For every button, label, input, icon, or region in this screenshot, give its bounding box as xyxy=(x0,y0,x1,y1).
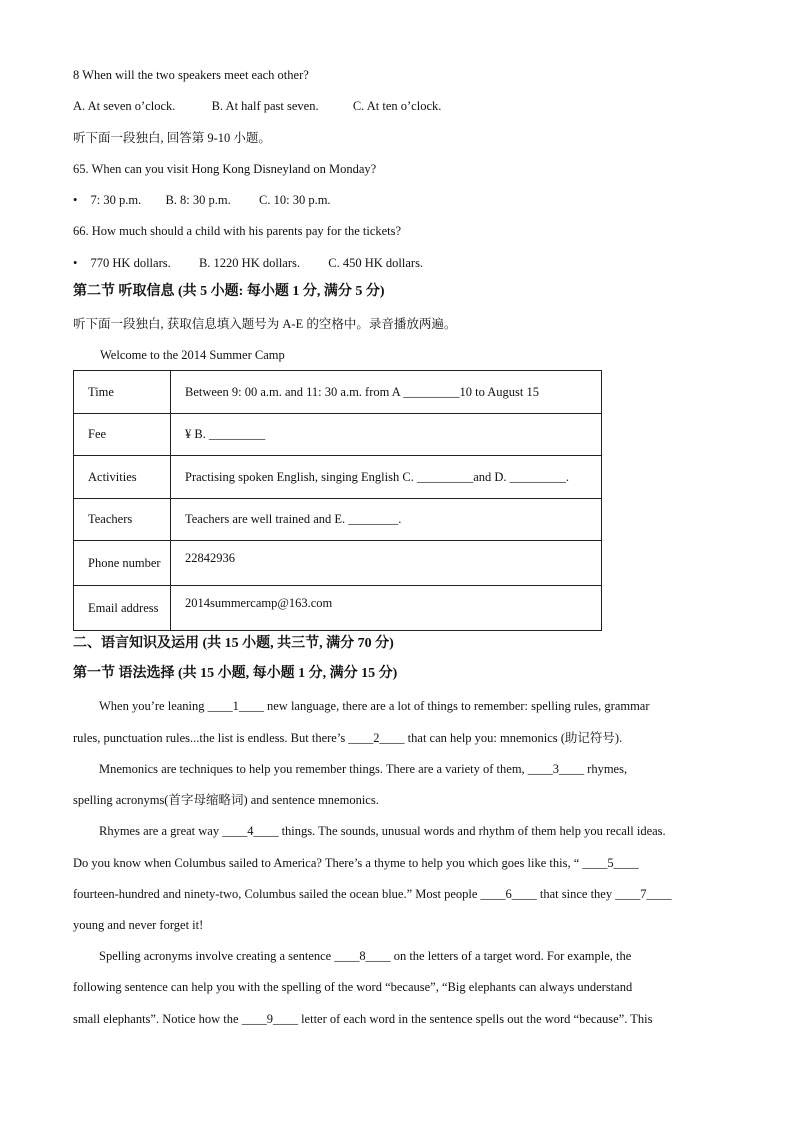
q8-question: 8 When will the two speakers meet each other? xyxy=(73,68,309,82)
q8-option-a: A. At seven o’clock. xyxy=(73,99,176,113)
part2-heading: 二、语言知识及运用 (共 15 小题, 共三节, 满分 70 分) xyxy=(73,636,394,651)
fee-label: Fee xyxy=(74,414,171,456)
activities-label: Activities xyxy=(74,456,171,499)
passage-line: Mnemonics are techniques to help you remember things. There are a variety of them, ____3____ rhymes, xyxy=(99,762,628,776)
table-row xyxy=(74,541,602,586)
passage-line: rules, punctuation rules...the list is endless. But there’s ____2____ that can help you: mnemonics (助记符号). xyxy=(73,731,623,745)
passage-line: following sentence can help you with the spelling of the word “because”, “Big elephants can always understand xyxy=(73,980,633,994)
section2-heading: 第二节 听取信息 (共 5 小题: 每小题 1 分, 满分 5 分) xyxy=(73,284,385,299)
q66-question: 66. How much should a child with his parents pay for the tickets? xyxy=(73,224,402,238)
table-row xyxy=(74,414,602,456)
fee-value: ¥ B. _________ xyxy=(171,414,602,456)
teachers-value: Teachers are well trained and E. ________. xyxy=(171,499,602,541)
passage-line: Rhymes are a great way ____4____ things. The sounds, unusual words and rhythm of them help you recall ideas. xyxy=(99,824,666,838)
q65-option-c: C. 10: 30 p.m. xyxy=(259,193,331,207)
bullet-icon: • xyxy=(73,193,78,207)
table-row xyxy=(74,371,602,414)
table-row xyxy=(74,456,602,499)
q8-option-c: C. At ten o’clock. xyxy=(352,99,442,113)
passage-line: When you’re leaning ____1____ new language, there are a lot of things to remember: spelling rules, grammar xyxy=(99,699,650,713)
q65-options xyxy=(73,192,331,208)
email-label: Email address xyxy=(74,586,171,631)
instruction-9-10: 听下面一段独白, 回答第 9-10 小题。 xyxy=(73,131,271,145)
q66-option-c: C. 450 HK dollars. xyxy=(328,256,424,270)
time-label: Time xyxy=(74,371,171,414)
passage-line: fourteen-hundred and ninety-two, Columbus sailed the ocean blue.” Most people ____6____ that since they ____7____ xyxy=(73,887,672,901)
passage-line: Spelling acronyms involve creating a sentence ____8____ on the letters of a target word. For example, the xyxy=(99,949,632,963)
summer-camp-table xyxy=(73,370,602,631)
time-value: Between 9: 00 a.m. and 11: 30 a.m. from A _________10 to August 15 xyxy=(171,371,602,414)
passage-line: Do you know when Columbus sailed to America? There’s a thyme to help you which goes like this, “ ____5____ xyxy=(73,856,639,870)
table-row xyxy=(74,586,602,631)
q66-option-a: 770 HK dollars. xyxy=(90,256,171,270)
teachers-label: Teachers xyxy=(74,499,171,541)
phone-label: Phone number xyxy=(74,541,171,586)
q65-option-b: B. 8: 30 p.m. xyxy=(165,193,231,207)
table-title: Welcome to the 2014 Summer Camp xyxy=(100,348,285,362)
q8-option-b: B. At half past seven. xyxy=(211,99,319,113)
q65-question: 65. When can you visit Hong Kong Disneyland on Monday? xyxy=(73,162,377,176)
section2-instruction: 听下面一段独白, 获取信息填入题号为 A-E 的空格中。录音播放两遍。 xyxy=(73,317,457,331)
email-value: 2014summercamp@163.com xyxy=(171,586,602,631)
bullet-icon: • xyxy=(73,256,78,270)
q8-options xyxy=(73,98,441,114)
q65-option-a: 7: 30 p.m. xyxy=(90,193,142,207)
passage-line: young and never forget it! xyxy=(73,918,204,932)
section1-heading: 第一节 语法选择 (共 15 小题, 每小题 1 分, 满分 15 分) xyxy=(73,666,398,681)
q66-options xyxy=(73,255,423,271)
passage-line: spelling acronyms(首字母缩略词) and sentence mnemonics. xyxy=(73,793,379,807)
phone-value: 22842936 xyxy=(171,541,602,586)
activities-value: Practising spoken English, singing English C. _________and D. _________. xyxy=(171,456,602,499)
table-row xyxy=(74,499,602,541)
passage-line: small elephants”. Notice how the ____9____ letter of each word in the sentence spells out the word “because”. This xyxy=(73,1012,653,1026)
q66-option-b: B. 1220 HK dollars. xyxy=(198,256,301,270)
